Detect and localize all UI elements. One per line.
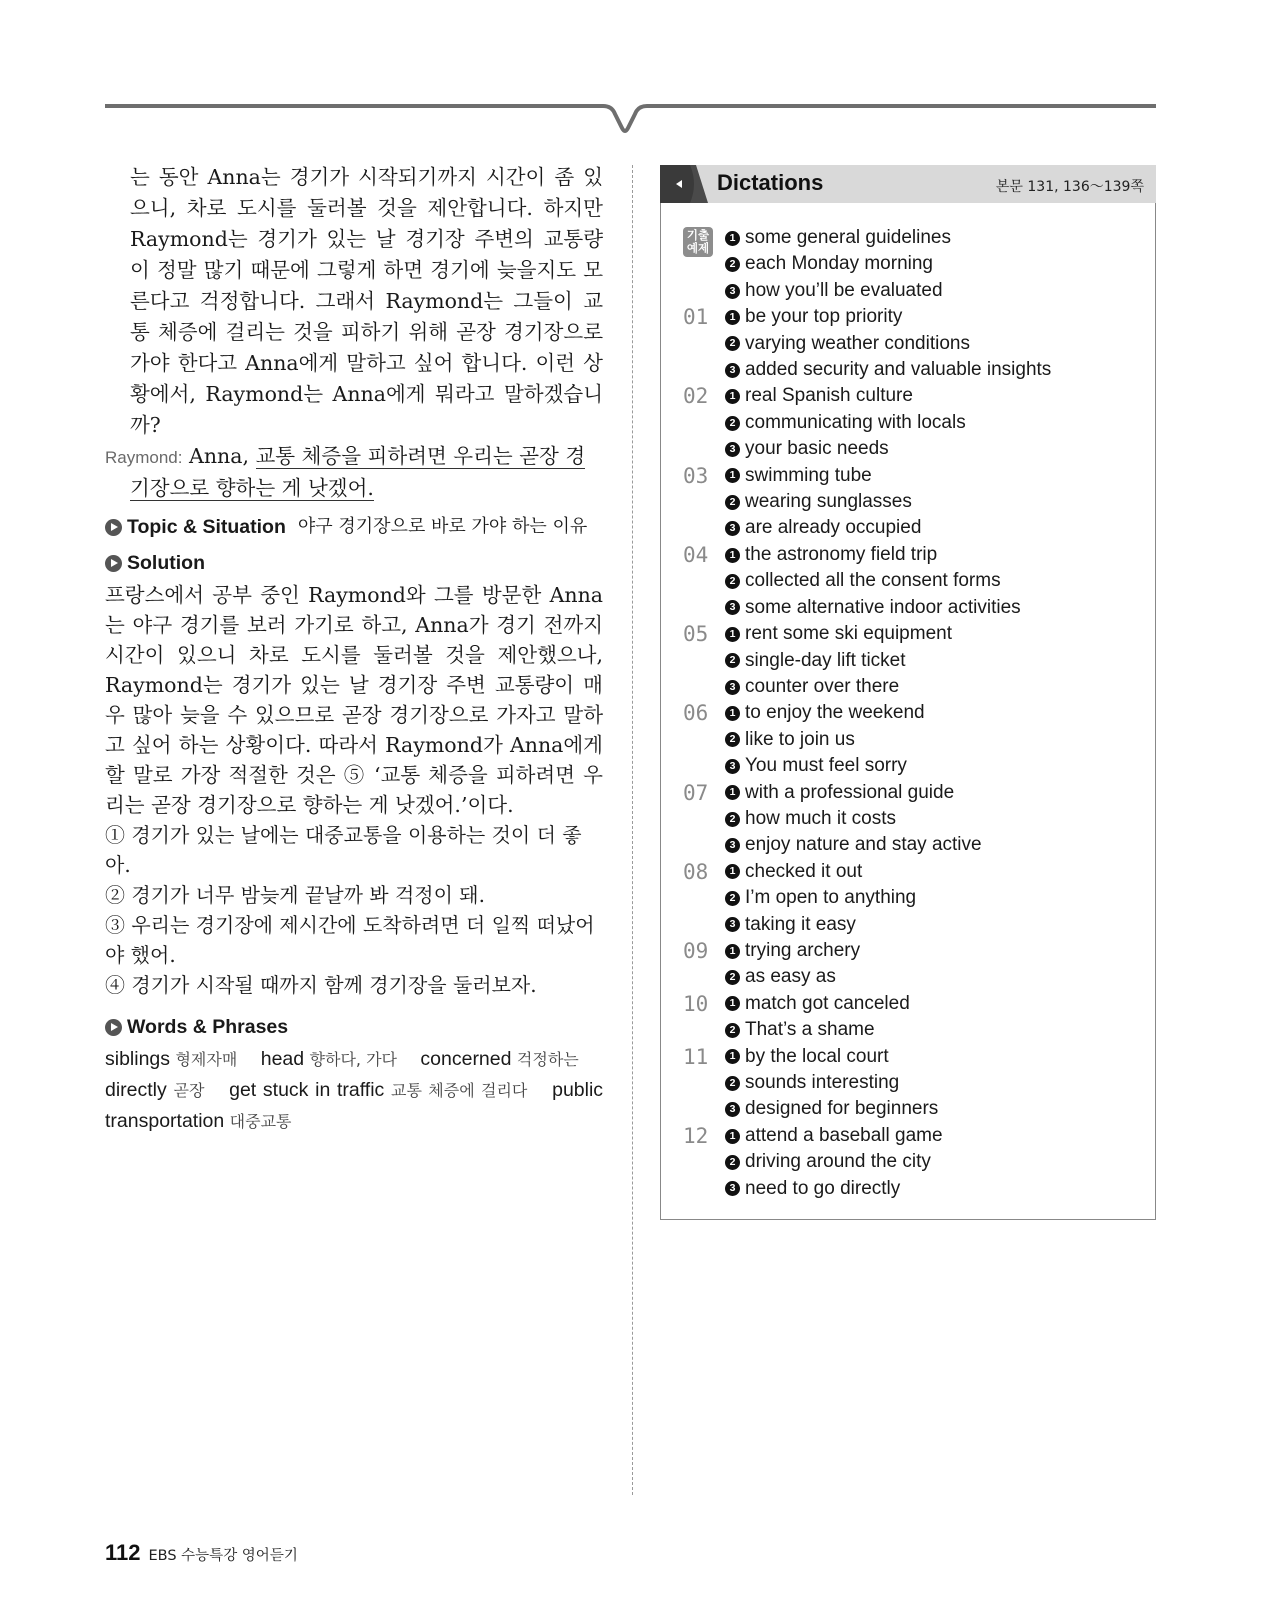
dictation-text: designed for beginners	[745, 1098, 939, 1120]
dictation-text: You must feel sorry	[745, 755, 907, 777]
explanation-column	[105, 162, 603, 1137]
dictation-group	[675, 383, 1145, 462]
item-number-marker: 3	[725, 1181, 740, 1196]
item-number-marker: 2	[725, 574, 740, 589]
group-number: 05	[683, 622, 709, 647]
dictation-item	[725, 674, 1145, 700]
dictation-text: match got canceled	[745, 992, 910, 1014]
dictation-items	[725, 700, 1145, 779]
dictation-text: rent some ski equipment	[745, 623, 952, 645]
dictation-text: added security and valuable insights	[745, 359, 1052, 381]
sample-badge-cell	[675, 225, 725, 304]
dictation-item	[725, 225, 1145, 251]
dictation-items	[725, 304, 1145, 383]
dictation-items	[725, 225, 1145, 304]
dictation-text: attend a baseball game	[745, 1124, 943, 1146]
topic-value: 야구 경기장으로 바로 가야 하는 이유	[297, 516, 588, 537]
dictation-items	[725, 938, 1145, 991]
dictation-items	[725, 542, 1145, 621]
dictations-panel	[660, 165, 1156, 1220]
page-reference: 본문 131, 136～139쪽	[995, 179, 1144, 195]
word-ko: 형제자매	[175, 1050, 238, 1069]
dictation-item	[725, 568, 1145, 594]
dictation-item	[725, 1123, 1145, 1149]
dictation-text: swimming tube	[745, 464, 872, 486]
item-number-marker: 1	[725, 231, 740, 246]
dictation-item	[725, 383, 1145, 409]
dictation-item	[725, 542, 1145, 568]
word-en: directly	[105, 1079, 167, 1101]
dictation-text: sounds interesting	[745, 1072, 900, 1093]
item-number-marker: 2	[725, 653, 740, 668]
words-label: Words & Phrases	[127, 1016, 289, 1038]
item-number-marker: 1	[725, 548, 740, 563]
page-number: 112	[105, 1540, 141, 1565]
item-number-marker: 3	[725, 600, 740, 615]
group-number: 09	[683, 938, 709, 963]
words-list	[105, 1044, 603, 1137]
play-bullet-icon	[105, 1019, 122, 1036]
word-en: head	[260, 1048, 305, 1070]
dictation-text: as easy as	[745, 966, 836, 988]
dictation-item	[725, 357, 1145, 383]
group-number: 02	[683, 384, 709, 409]
item-number-marker: 3	[725, 442, 740, 457]
dictation-text: with a professional guide	[745, 781, 955, 803]
words-heading	[105, 1014, 603, 1040]
item-number-marker: 1	[725, 627, 740, 642]
play-bullet-icon	[105, 519, 122, 536]
dictation-item	[725, 938, 1145, 964]
dictation-items	[725, 991, 1145, 1044]
dictation-item	[725, 753, 1145, 779]
dictation-text: your basic needs	[745, 438, 889, 460]
dictation-item	[725, 912, 1145, 938]
dictation-group	[675, 700, 1145, 779]
item-number-marker: 2	[725, 1023, 740, 1038]
topic-label: Topic & Situation	[127, 516, 286, 538]
dictation-items	[725, 1044, 1145, 1123]
dictation-text: trying archery	[745, 939, 861, 961]
question-text: 는 동안 Anna는 경기가 시작되기까지 시간이 좀 있으니, 차로 도시를 둘러볼 것을 제안합니다. 하지만 Raymond는 경기가 있는 날 경기장 주변의 교통량이 정말 많기 때문에 그렇게 하면 경기에 늦을지도 모른다고 걱정합니다. 그래서 Raymond는 그들이 교통 체증에 걸리는 것을 피하기 위해 곧장 경기장으로 가야 한다고 Anna에게 말하고 싶어 합니다. 이런 상황에서, Raymond는 Anna에게 뭐라고 말하겠습니까?	[130, 165, 603, 437]
dictation-item	[725, 1096, 1145, 1122]
item-number-marker: 2	[725, 257, 740, 272]
top-rule	[0, 90, 1280, 150]
dictations-list	[675, 225, 1145, 1202]
item-number-marker: 2	[725, 336, 740, 351]
dictation-text: checked it out	[745, 860, 863, 882]
dictation-group	[675, 304, 1145, 383]
dictation-text: how much it costs	[745, 807, 896, 829]
dictation-text: I’m open to anything	[745, 887, 917, 909]
page-footer	[105, 1540, 298, 1566]
item-number-marker: 3	[725, 284, 740, 299]
dictation-item	[725, 251, 1145, 277]
dictation-group	[675, 991, 1145, 1044]
dictation-group	[675, 225, 1145, 304]
topic-heading	[105, 514, 603, 540]
dictation-text: taking it easy	[745, 913, 856, 935]
item-number-marker: 3	[725, 759, 740, 774]
dictation-item	[725, 436, 1145, 462]
column-divider	[632, 165, 633, 1495]
dictation-item	[725, 885, 1145, 911]
item-number-marker: 1	[725, 389, 740, 404]
dictation-item	[725, 780, 1145, 806]
dictation-items	[725, 780, 1145, 859]
item-number-marker: 3	[725, 680, 740, 695]
item-number-marker: 3	[725, 363, 740, 378]
dictation-text: be your top priority	[745, 306, 903, 328]
dictation-text: counter over there	[745, 675, 900, 697]
dictations-header	[660, 165, 1156, 203]
choice-4: ④ 경기가 시작될 때까지 함께 경기장을 둘러보자.	[105, 973, 537, 997]
choice-3: ③ 우리는 경기장에 제시간에 도착하려면 더 일찍 떠났어야 했어.	[105, 913, 595, 967]
group-number: 07	[683, 780, 709, 805]
group-number: 11	[683, 1044, 709, 1069]
dictation-items	[725, 621, 1145, 700]
group-number: 01	[683, 305, 709, 330]
dictation-text: enjoy nature and stay active	[745, 834, 982, 856]
item-number-marker: 2	[725, 495, 740, 510]
answer-lead: Anna,	[189, 444, 249, 468]
item-number-marker: 1	[725, 1129, 740, 1144]
dictation-item	[725, 278, 1145, 304]
word-ko: 곧장	[173, 1081, 205, 1100]
word-en: get stuck in traffic	[229, 1079, 385, 1101]
dictation-group	[675, 1123, 1145, 1202]
solution-label: Solution	[127, 552, 205, 574]
group-number: 12	[683, 1123, 709, 1148]
play-bullet-icon	[105, 555, 122, 572]
dictation-group	[675, 1044, 1145, 1123]
dictation-items	[725, 1123, 1145, 1202]
dictation-text: wearing sunglasses	[745, 491, 912, 513]
dictation-item	[725, 806, 1145, 832]
item-number-marker: 1	[725, 1049, 740, 1064]
item-number-marker: 2	[725, 732, 740, 747]
answer-text: 교통 체증을 피하려면 우리는 곧장 경기장으로 향하는 게 낫겠어.	[130, 444, 586, 500]
dictation-group	[675, 859, 1145, 938]
dictation-text: some alternative indoor activities	[745, 596, 1021, 618]
dictation-item	[725, 859, 1145, 885]
answer-speaker: Raymond:	[105, 448, 183, 467]
dictation-text: to enjoy the weekend	[745, 702, 925, 724]
item-number-marker: 1	[725, 468, 740, 483]
dictations-title: Dictations	[717, 170, 824, 195]
dictation-text: by the local court	[745, 1045, 889, 1067]
dictation-group	[675, 542, 1145, 621]
choice-2: ② 경기가 너무 밤늦게 끝날까 봐 걱정이 돼.	[105, 883, 485, 907]
item-number-marker: 2	[725, 891, 740, 906]
dictation-items	[725, 383, 1145, 462]
dictation-item	[725, 304, 1145, 330]
word-ko: 걱정하는	[516, 1050, 579, 1069]
dictation-group	[675, 463, 1145, 542]
dictation-group	[675, 780, 1145, 859]
word-en: public transportation	[105, 1079, 604, 1132]
dictation-item	[725, 1044, 1145, 1070]
item-number-marker: 1	[725, 996, 740, 1011]
choice-1: ① 경기가 있는 날에는 대중교통을 이용하는 것이 더 좋아.	[105, 823, 582, 877]
dictation-item	[725, 515, 1145, 541]
dictation-items	[725, 859, 1145, 938]
dictation-text: the astronomy field trip	[745, 543, 938, 565]
dictation-text: like to join us	[745, 728, 855, 750]
dictation-text: communicating with locals	[745, 411, 966, 433]
solution-heading	[105, 550, 603, 576]
dictation-text: need to go directly	[745, 1177, 901, 1199]
dictation-item	[725, 331, 1145, 357]
dictation-item	[725, 832, 1145, 858]
dictation-text: real Spanish culture	[745, 385, 913, 407]
group-number: 06	[683, 701, 709, 726]
dictation-group	[675, 938, 1145, 991]
dictation-items	[725, 463, 1145, 542]
book-title: EBS 수능특강 영어듣기	[148, 1548, 298, 1564]
item-number-marker: 3	[725, 521, 740, 536]
dictation-item	[725, 463, 1145, 489]
dictation-item	[725, 621, 1145, 647]
item-number-marker: 1	[725, 706, 740, 721]
item-number-marker: 1	[725, 785, 740, 800]
tab-arrow-icon	[660, 165, 708, 203]
item-number-marker: 1	[725, 944, 740, 959]
item-number-marker: 2	[725, 970, 740, 985]
dictation-text: driving around the city	[745, 1151, 931, 1173]
word-ko: 교통 체증에 걸리다	[391, 1081, 528, 1100]
dictation-item	[725, 410, 1145, 436]
dictation-text: That’s a shame	[745, 1019, 875, 1041]
group-number: 08	[683, 859, 709, 884]
item-number-marker: 1	[725, 864, 740, 879]
dictation-item	[725, 1149, 1145, 1175]
dictation-group	[675, 621, 1145, 700]
dictation-text: collected all the consent forms	[745, 570, 1001, 592]
item-number-marker: 3	[725, 1102, 740, 1117]
word-ko: 향하다, 가다	[309, 1050, 397, 1069]
group-number: 04	[683, 542, 709, 567]
word-en: concerned	[420, 1048, 512, 1070]
dictation-item	[725, 489, 1145, 515]
item-number-marker: 2	[725, 416, 740, 431]
dictation-item	[725, 1176, 1145, 1202]
item-number-marker: 2	[725, 1155, 740, 1170]
word-ko: 대중교통	[229, 1112, 292, 1131]
dictation-item	[725, 1070, 1145, 1096]
dictation-text: varying weather conditions	[745, 332, 970, 354]
dictation-text: how you’ll be evaluated	[745, 279, 943, 301]
dictation-text: some general guidelines	[745, 227, 951, 248]
answer-line	[105, 441, 603, 504]
dictation-text: are already occupied	[745, 517, 922, 539]
dictation-item	[725, 1017, 1145, 1043]
item-number-marker: 2	[725, 1076, 740, 1091]
item-number-marker: 3	[725, 838, 740, 853]
group-number: 10	[683, 991, 709, 1016]
dictation-text: single-day lift ticket	[745, 649, 906, 671]
item-number-marker: 1	[725, 310, 740, 325]
solution-text: 프랑스에서 공부 중인 Raymond와 그를 방문한 Anna는 야구 경기를 보러 가기로 하고, Anna가 경기 전까지 시간이 있으니 차로 도시를 둘러볼 것을 제안했으나, Raymond는 경기가 있는 날 경기장 주변 교통량이 매우 많아 늦을 수 있으므로 곧장 경기장으로 가자고 말하고 싶어 하는 상황이다. 따라서 Raymond가 Anna에게 할 말로 가장 적절한 것은 ⑤ ‘교통 체증을 피하려면 우리는 곧장 경기장으로 향하는 게 낫겠어.’이다.	[105, 583, 603, 817]
dictation-text: each Monday morning	[745, 253, 933, 275]
word-en: siblings	[105, 1048, 171, 1070]
item-number-marker: 2	[725, 812, 740, 827]
group-number: 03	[683, 463, 709, 488]
sample-badge: 기출 예제	[683, 227, 713, 257]
dictation-item	[725, 727, 1145, 753]
dictation-item	[725, 964, 1145, 990]
dictation-item	[725, 595, 1145, 621]
dictation-item	[725, 700, 1145, 726]
dictation-item	[725, 991, 1145, 1017]
dictation-item	[725, 648, 1145, 674]
item-number-marker: 3	[725, 917, 740, 932]
